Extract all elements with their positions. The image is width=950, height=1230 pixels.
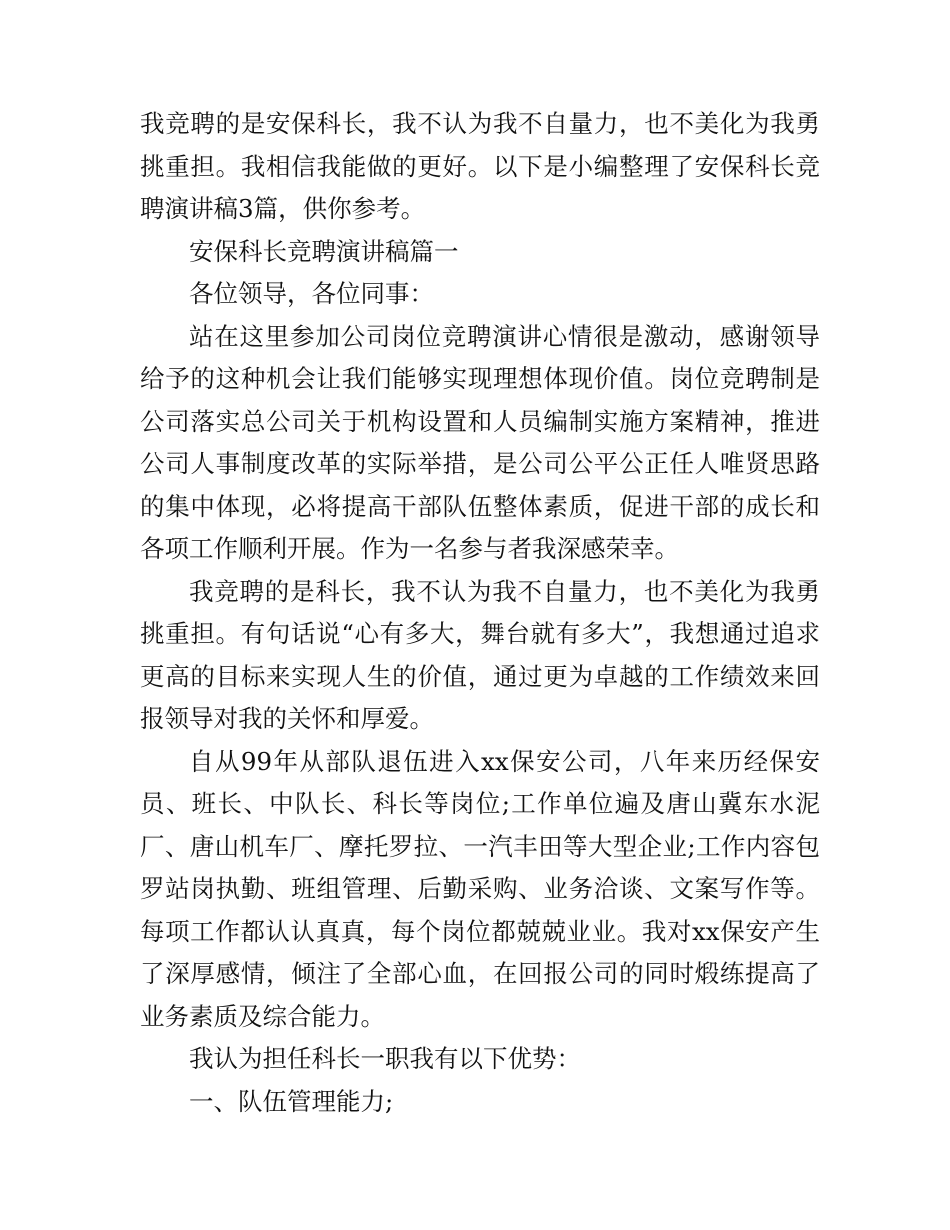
body-paragraph: 我竞聘的是科长，我不认为我不自量力，也不美化为我勇挑重担。有句话说“心有多大，舞台就有多大”，我想通过追求更高的目标来实现人生的价值，通过更为卓越的工作绩效来回报领导对我的关怀和厚爱。	[140, 576, 820, 733]
intro-paragraph: 我竞聘的是安保科长，我不认为我不自量力，也不美化为我勇挑重担。我相信我能做的更好。以下是小编整理了安保科长竞聘演讲稿3篇，供你参考。	[140, 109, 820, 223]
section-title: 安保科长竞聘演讲稿篇一	[189, 236, 459, 266]
body-paragraph: 自从99年从部队退伍进入xx保安公司，八年来历经保安员、班长、中队长、科长等岗位;工作单位遍及唐山冀东水泥厂、唐山机车厂、摩托罗拉、一汽丰田等大型企业;工作内容包罗站岗执勤、班组管理、后勤采购、业务洽谈、文案写作等。每项工作都认认真真，每个岗位都兢兢业业。我对xx保安产生了深厚感情，倾注了全部心血，在回报公司的同时煅练提高了业务素质及综合能力。	[140, 746, 820, 1031]
salutation: 各位领导，各位同事：	[189, 279, 434, 308]
body-paragraph: 站在这里参加公司岗位竞聘演讲心情很是激动，感谢领导给予的这种机会让我们能够实现理想体现价值。岗位竞聘制是公司落实总公司关于机构设置和人员编制实施方案精神，推进公司人事制度改革的实际举措，是公司公平公正任人唯贤思路的集中体现，必将提高干部队伍整体素质，促进干部的成长和各项工作顺利开展。作为一名参与者我深感荣幸。	[140, 321, 820, 563]
document-page	[140, 103, 820, 1123]
list-item: 一、队伍管理能力;	[189, 1086, 394, 1116]
body-paragraph: 我认为担任科长一职我有以下优势：	[189, 1044, 581, 1073]
